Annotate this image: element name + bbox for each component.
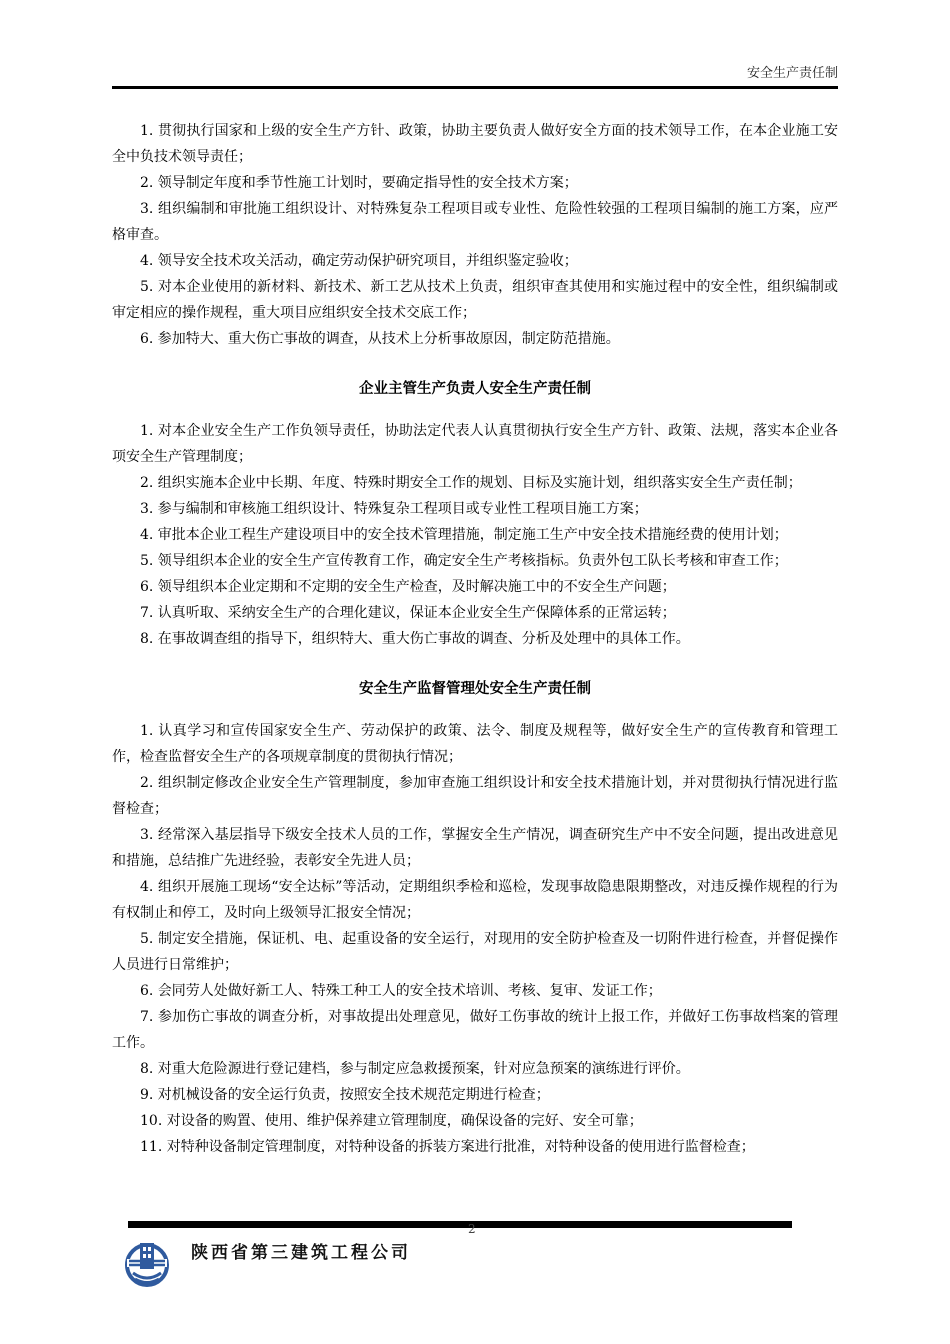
list-item: 4. 审批本企业工程生产建设项目中的安全技术管理措施，制定施工生产中安全技术措施经费的使用计划； [140, 527, 788, 543]
section-production-manager [112, 418, 838, 652]
list-item: 2. 组织实施本企业中长期、年度、特殊时期安全工作的规划、目标及实施计划，组织落实安全生产责任制； [140, 475, 802, 491]
list-item: 6. 参加特大、重大伤亡事故的调查，从技术上分析事故原因，制定防范措施。 [140, 331, 620, 347]
section-safety-supervision [112, 718, 838, 1160]
list-item: 7. 认真听取、采纳安全生产的合理化建议，保证本企业安全生产保障体系的正常运转； [140, 605, 676, 621]
list-item: 11. 对特种设备制定管理制度，对特种设备的拆装方案进行批准，对特种设备的使用进行监督检查； [140, 1139, 755, 1155]
list-item: 8. 对重大危险源进行登记建档，参与制定应急救援预案，针对应急预案的演练进行评价。 [140, 1061, 690, 1077]
list-item: 5. 对本企业使用的新材料、新技术、新工艺从技术上负责，组织审查其使用和实施过程中的安全性，组织编制或审定相应的操作规程，重大项目应组织安全技术交底工作； [112, 279, 838, 321]
footer-rule [128, 1221, 792, 1228]
list-item: 7. 参加伤亡事故的调查分析，对事故提出处理意见，做好工伤事故的统计上报工作，并做好工伤事故档案的管理工作。 [112, 1009, 838, 1051]
list-item: 5. 制定安全措施，保证机、电、起重设备的安全运行，对现用的安全防护检查及一切附件进行检查，并督促操作人员进行日常维护； [112, 931, 838, 973]
list-item: 4. 组织开展施工现场“安全达标”等活动，定期组织季检和巡检，发现事故隐患限期整改，对违反操作规程的行为有权制止和停工，及时向上级领导汇报安全情况； [112, 879, 838, 921]
company-logo-icon-svg [121, 1237, 173, 1289]
header-rule [112, 86, 838, 89]
list-item: 3. 参与编制和审核施工组织设计、特殊复杂工程项目或专业性工程项目施工方案； [140, 501, 648, 517]
section-heading-safety-supervision: 安全生产监督管理处安全生产责任制 [359, 680, 591, 697]
company-name: 陕西省第三建筑工程公司 [191, 1243, 411, 1263]
list-item: 1. 认真学习和宣传国家安全生产、劳动保护的政策、法令、制度及规程等，做好安全生产的宣传教育和管理工作，检查监督安全生产的各项规章制度的贯彻执行情况； [112, 723, 838, 765]
list-item: 10. 对设备的购置、使用、维护保养建立管理制度，确保设备的完好、安全可靠； [140, 1113, 643, 1129]
list-item: 5. 领导组织本企业的安全生产宣传教育工作，确定安全生产考核指标。负责外包工队长考核和审查工作； [140, 553, 788, 569]
list-item: 3. 经常深入基层指导下级安全技术人员的工作，掌握安全生产情况，调查研究生产中不安全问题，提出改进意见和措施，总结推广先进经验，表彰安全先进人员； [112, 827, 838, 869]
list-item: 1. 对本企业安全生产工作负领导责任，协助法定代表人认真贯彻执行安全生产方针、政策、法规，落实本企业各项安全生产管理制度； [112, 423, 838, 465]
section-technical-director [112, 118, 838, 352]
list-item: 9. 对机械设备的安全运行负责，按照安全技术规范定期进行检查； [140, 1087, 550, 1103]
list-item: 8. 在事故调查组的指导下，组织特大、重大伤亡事故的调查、分析及处理中的具体工作。 [140, 631, 690, 647]
document-body [112, 118, 838, 1160]
page-number: 2 [468, 1222, 476, 1236]
list-item: 1. 贯彻执行国家和上级的安全生产方针、政策，协助主要负责人做好安全方面的技术领导工作，在本企业施工安全中负技术领导责任； [112, 123, 838, 165]
list-item: 2. 领导制定年度和季节性施工计划时，要确定指导性的安全技术方案； [140, 175, 578, 191]
company-logo-icon [121, 1237, 173, 1289]
section-heading-production-manager: 企业主管生产负责人安全生产责任制 [359, 380, 591, 397]
list-item: 6. 会同劳人处做好新工人、特殊工种工人的安全技术培训、考核、复审、发证工作； [140, 983, 662, 999]
list-item: 6. 领导组织本企业定期和不定期的安全生产检查，及时解决施工中的不安全生产问题； [140, 579, 676, 595]
list-item: 3. 组织编制和审批施工组织设计、对特殊复杂工程项目或专业性、危险性较强的工程项目编制的施工方案，应严格审查。 [112, 201, 838, 243]
list-item: 4. 领导安全技术攻关活动，确定劳动保护研究项目，并组织鉴定验收； [140, 253, 578, 269]
list-item: 2. 组织制定修改企业安全生产管理制度，参加审查施工组织设计和安全技术措施计划，并对贯彻执行情况进行监督检查； [112, 775, 838, 817]
running-header-title: 安全生产责任制 [746, 66, 838, 81]
